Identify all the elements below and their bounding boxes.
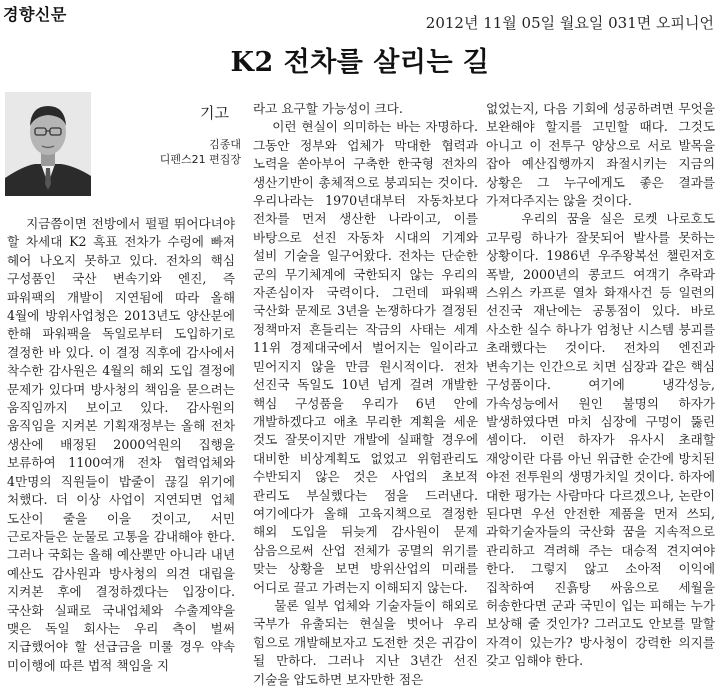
author-title: 디펜스21 편집장: [159, 153, 241, 166]
newspaper-masthead: 경향신문: [3, 5, 67, 24]
byline-box: [5, 92, 243, 214]
author-name: 김종대: [209, 138, 241, 151]
section-label: 기고: [200, 104, 229, 122]
article-headline: K2 전차를 살리는 길: [230, 47, 490, 78]
article-column-3: [486, 100, 715, 669]
column-1-text: 지금쯤이면 전방에서 펄펄 뛰어다녀야 할 차세대 K2 흑표 전차가 수렁에 빠져 헤어 나오지 못하고 있다. 전차의 핵심 구성품인 국산 변속기와 엔진, 즉 파워팩의 개발이 지연됨에 따라 올해 4월에 방위사업청은 2013년도 양산분에 한해 파워팩을 독일로부터 도입하기로 결정한 바 있다. 이 결정 직후에 감사에서 착수한 감사원은 4월의 해외 도입 결정에 문제가 있다며 방사청의 책임을 묻으려는 움직임까지 보이고 있다. 감사원의 움직임을 지켜본 기획재정부는 올해 전차 생산에 배정된 2000억원의 집행을 보류하여 1100여개 전차 협력업체와 4만명의 직원들이 밥줄이 끊길 위기에 처했다. 더 이상 사업이 지연되면 업체 도산이 줄을 이을 것이고, 서민 근로자들은 눈물로 고통을 감내해야 한다. 그러나 국회는 올해 예산뿐만 아니라 내년 예산도 감사원과 방사청의 의견 대립을 지켜본 후에 결정하겠다는 입장이다. 국산화 실패로 국내업체와 수출계약을 맺은 독일 회사는 우리 측이 벌써 지급했어야 할 선급금을 미룰 경우 약속 미이행에 따른 법적 책임을 지: [7, 216, 240, 673]
article-column-1: [7, 215, 240, 673]
column-2-text: 라고 요구할 가능성이 크다. 이런 현실이 의미하는 바는 자명하다. 그동안 정부와 업체가 막대한 협력과 노력을 쏟아부어 구축한 한국형 전차의 생산기반이 총체적으로 붕괴되는 것이다. 우리나라는 1970년대부터 자동차보다 전차를 먼저 생산한 나라이고, 이를 바탕으로 선진 자동차 시대의 기계와 설비 기술을 일구어왔다. 전차는 단순한 군의 무기체계에 국한되지 않는 우리의 자존심이자 국력이다. 그런데 파워팩 국산화 문제로 3년을 논쟁하다가 결정된 정책마저 흔들리는 작금의 사태는 세계 11위 경제대국에서 벌어지는 일이라고 믿어지지 않을 만큼 원시적이다. 전차 선진국 독일도 10년 넘게 걸려 개발한 핵심 구성품을 우리가 6년 안에 개발하겠다고 애초 무리한 계획을 세운 것도 잘못이지만 개발에 실패할 경우에 대비한 비상계획도 없었고 위험관리도 수반되지 않은 것은 사업의 초보적 관리도 부실했다는 점을 드러낸다. 여기에다가 올해 고육지책으로 결정한 해외 도입을 뒤늦게 감사원이 문제 삼음으로써 산업 전체가 공멸의 위기를 맞는 상황을 보면 방위산업의 미래를 어디로 끌고 가려는지 이해되지 않는다. 물론 일부 업체와 기술자들이 해외로 국부가 유출되는 현실을 벗어나 우리 힘으로 개발해보자고 도전한 것은 귀감이 될 만하다. 그러나 지난 3년간 선진 기술을 압도하면 보자만한 점은: [253, 101, 479, 687]
author-portrait: [5, 92, 91, 196]
article-column-2: [253, 100, 479, 687]
column-3-text: 없었는지, 다음 기회에 성공하려면 무엇을 보완해야 할지를 고민할 때다. 그것도 아니고 이 전투구 양상으로 서로 발목을 잡아 예산집행까지 좌절시키는 지금의 상황은 그 누구에게도 좋은 결과를 가져다주지는 않을 것이다. 우리의 꿈을 실은 로켓 나로호도 고무링 하나가 잘못되어 발사를 못하는 상황이다. 1986년 우주왕복선 챌린저호 폭발, 2000년의 콩코드 여객기 추락과 스위스 카프룬 열차 화재사건 등 일련의 선진국 재난에는 공통점이 있다. 바로 사소한 실수 하나가 엄청난 시스템 붕괴를 초래했다는 것이다. 전차의 엔진과 변속기는 인간으로 치면 심장과 같은 핵심 구성품이다. 여기에 냉각성능, 가속성능에서 원인 불명의 하자가 발생하였다면 마치 심장에 구멍이 뚫린 셈이다. 이런 하자가 유사시 초래할 재앙이란 다름 아닌 위급한 순간에 방치된 야전 전투원의 생명가치일 것이다. 하자에 대한 평가는 사람마다 다르겠으나, 논란이 된다면 우선 안전한 제품을 먼저 쓰되, 과학기술자들의 국산화 꿈을 지속적으로 관리하고 격려해 주는 대승적 견지여야 한다. 그렇지 않고 소아적 이익에 집착하여 진흙탕 싸움으로 세월을 허송한다면 군과 국민이 입는 피해는 누가 보상해 줄 것인가? 그러고도 안보를 말할 자격이 있는가? 방사청이 강력한 의지를 갖고 임해야 한다.: [486, 101, 715, 669]
publication-dateline: 2012년 11월 05일 월요일 031면 오피니언: [425, 14, 714, 32]
